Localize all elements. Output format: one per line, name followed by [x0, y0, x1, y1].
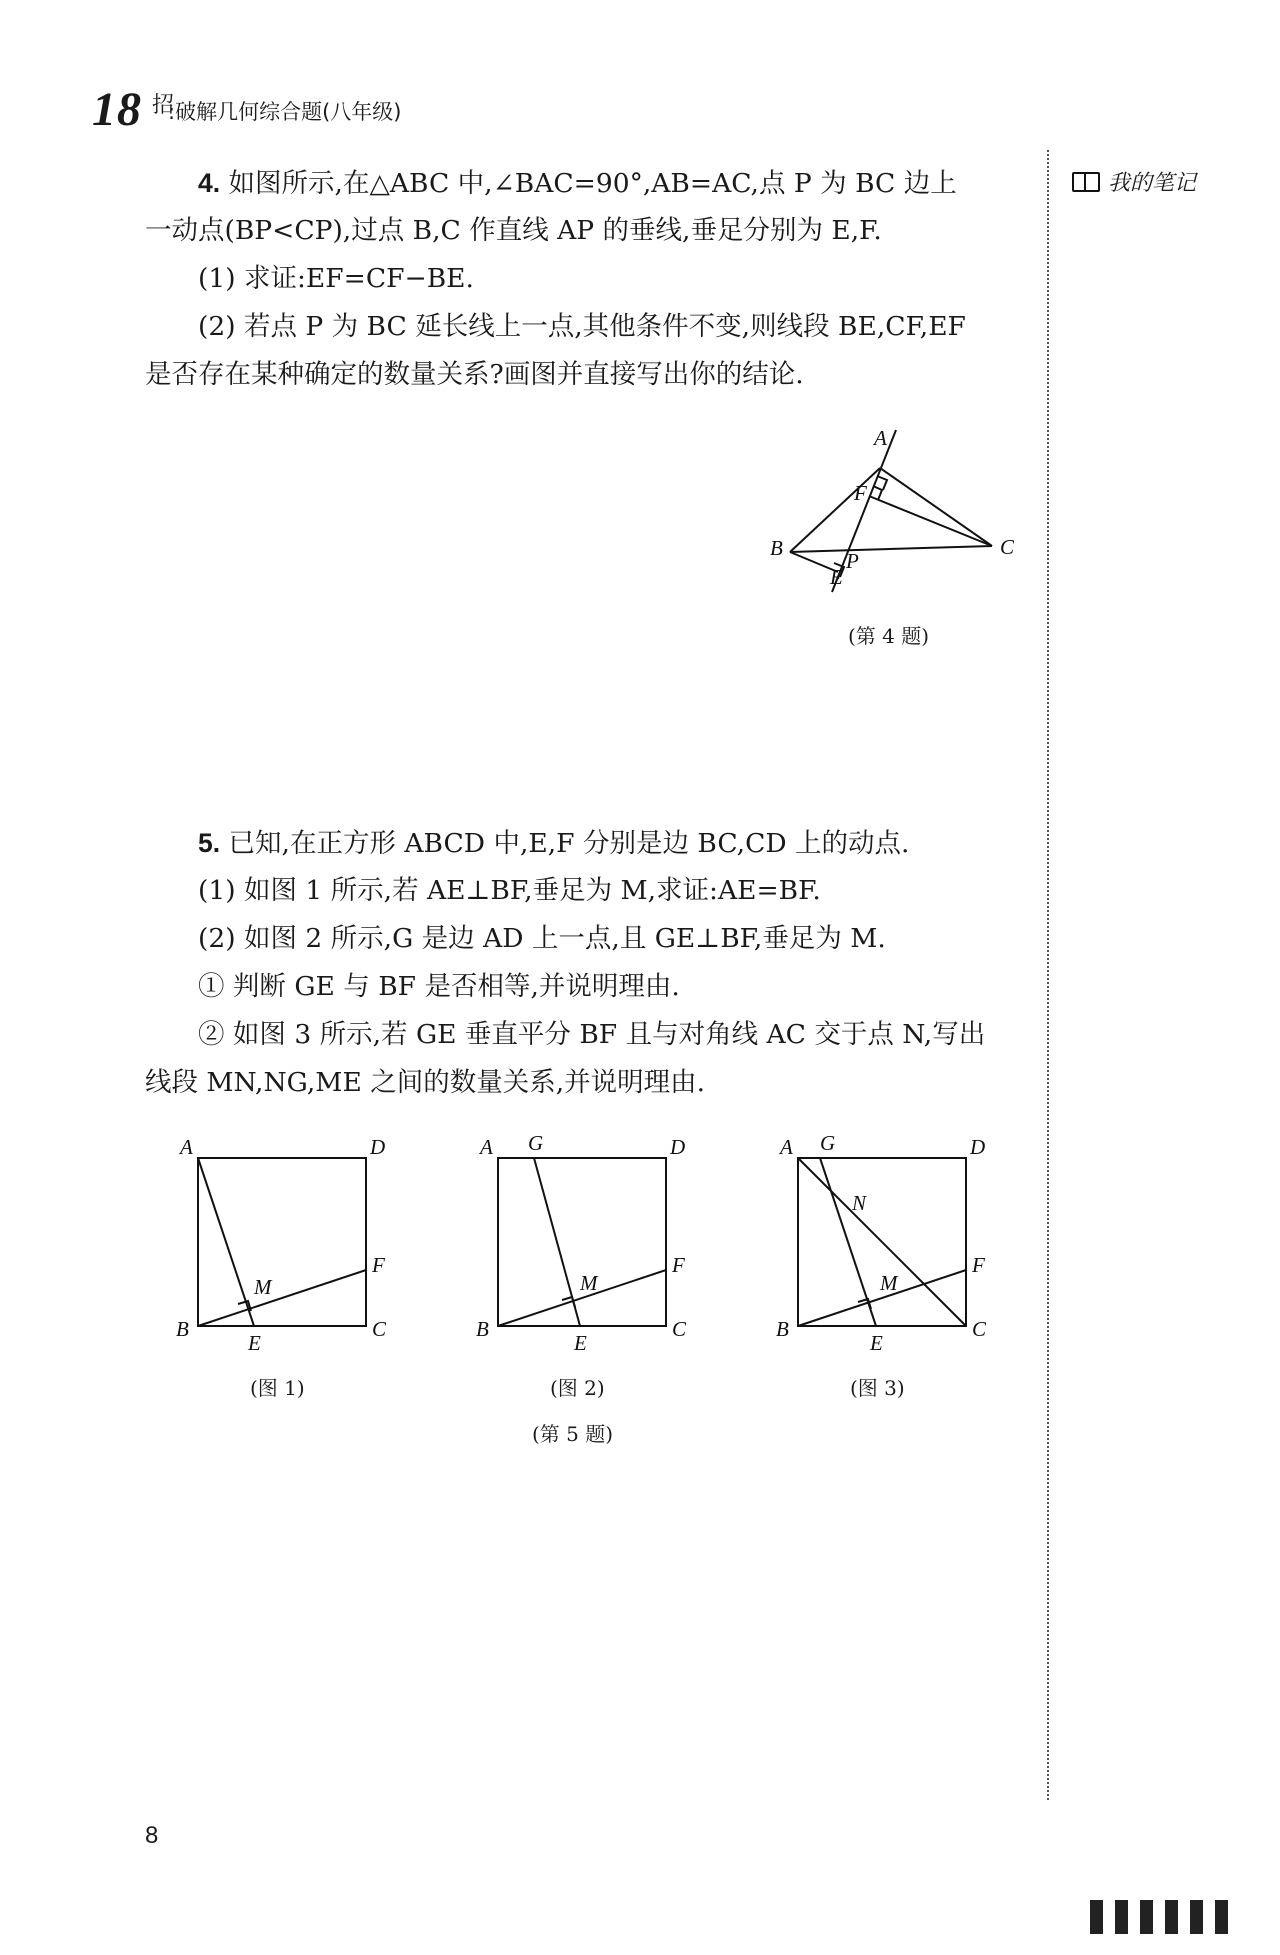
problem4-text-5: 是否存在某种确定的数量关系?画图并直接写出你的结论. [145, 359, 804, 390]
fig3-label-F: F [972, 1253, 985, 1277]
problem5-text-1: 已知,在正方形 ABCD 中,E,F 分别是边 BC,CD 上的动点. [228, 828, 910, 859]
notes-label [1072, 166, 1196, 197]
book-title: :破解几何综合题(八年级) [168, 100, 402, 124]
problem4-figure [760, 420, 1040, 610]
label-B: B [770, 536, 783, 560]
fig1-label-C: C [372, 1317, 387, 1341]
fig1-label-D: D [370, 1135, 386, 1159]
fig3-label-A: A [780, 1135, 793, 1159]
fig3-label-N: N [852, 1191, 867, 1215]
problem5-caption: (第 5 题) [532, 1422, 614, 1446]
book-icon [1072, 172, 1100, 192]
figure1-caption: (图 1) [250, 1376, 305, 1400]
problem5-part2-q1: ① 判断 GE 与 BF 是否相等,并说明理由. [198, 971, 680, 1002]
page-number: 8 [145, 1822, 159, 1849]
problem4-caption: (第 4 题) [848, 624, 930, 648]
fig3-label-B: B [776, 1317, 789, 1341]
problem4-text-2: 一动点(BP<CP),过点 B,C 作直线 AP 的垂线,垂足分别为 E,F. [145, 215, 882, 246]
fig1-label-A: A [180, 1135, 193, 1159]
figure3-caption: (图 3) [850, 1376, 905, 1400]
segment-BF [198, 1270, 366, 1326]
problem4-text-1: 如图所示,在△ABC 中,∠BAC=90°,AB=AC,点 P 为 BC 边上 [228, 168, 957, 199]
chapter-mark: 招 [152, 93, 175, 118]
problem4-number: 4. [198, 168, 221, 198]
label-P: P [846, 549, 859, 573]
fig2-label-E: E [574, 1331, 587, 1355]
fig2-label-F: F [672, 1253, 685, 1277]
fig2-label-D: D [670, 1135, 686, 1159]
problem4-part1: (1) 求证:EF=CF−BE. [198, 263, 474, 294]
fig1-label-M: M [254, 1275, 272, 1299]
problem5-figure2 [470, 1130, 710, 1360]
notes-divider [1047, 150, 1049, 1800]
label-C: C [1000, 535, 1015, 559]
problem4-part2: (2) 若点 P 为 BC 延长线上一点,其他条件不变,则线段 BE,CF,EF [198, 311, 966, 342]
problem5-line1 [198, 820, 909, 867]
label-A: A [874, 426, 887, 450]
square-ABCD [198, 1158, 366, 1326]
fig1-label-F: F [372, 1253, 385, 1277]
fig3-label-G: G [820, 1131, 836, 1155]
fig2-label-M: M [580, 1271, 598, 1295]
fig1-label-B: B [176, 1317, 189, 1341]
label-E: E [830, 565, 843, 589]
problem5-part2: (2) 如图 2 所示,G 是边 AD 上一点,且 GE⊥BF,垂足为 M. [198, 923, 886, 954]
fig3-label-E: E [870, 1331, 883, 1355]
problem5-text-6: 线段 MN,NG,ME 之间的数量关系,并说明理由. [145, 1067, 706, 1098]
fig3-label-D: D [970, 1135, 986, 1159]
problem5-figure3 [770, 1130, 1010, 1360]
problem5-part2-q2: ② 如图 3 所示,若 GE 垂直平分 BF 且与对角线 AC 交于点 N,写出 [198, 1019, 986, 1050]
problem5-part1: (1) 如图 1 所示,若 AE⊥BF,垂足为 M,求证:AE=BF. [198, 875, 821, 906]
fig2-label-B: B [476, 1317, 489, 1341]
fig2-label-G: G [528, 1131, 544, 1155]
notes-label-text: 我的笔记 [1108, 171, 1197, 196]
diagonal-AC [798, 1158, 966, 1326]
figure2-caption: (图 2) [550, 1376, 605, 1400]
fig3-label-M: M [880, 1271, 898, 1295]
label-F: F [854, 481, 867, 505]
problem5-number: 5. [198, 828, 221, 858]
problem5-figure1 [170, 1130, 410, 1360]
fig1-label-E: E [248, 1331, 261, 1355]
segment-BC [790, 546, 992, 552]
fig2-label-C: C [672, 1317, 687, 1341]
chapter-number: 18 [92, 83, 142, 136]
problem4-line1 [198, 160, 957, 207]
square-ABCD [498, 1158, 666, 1326]
fig2-label-A: A [480, 1135, 493, 1159]
fig3-label-C: C [972, 1317, 987, 1341]
